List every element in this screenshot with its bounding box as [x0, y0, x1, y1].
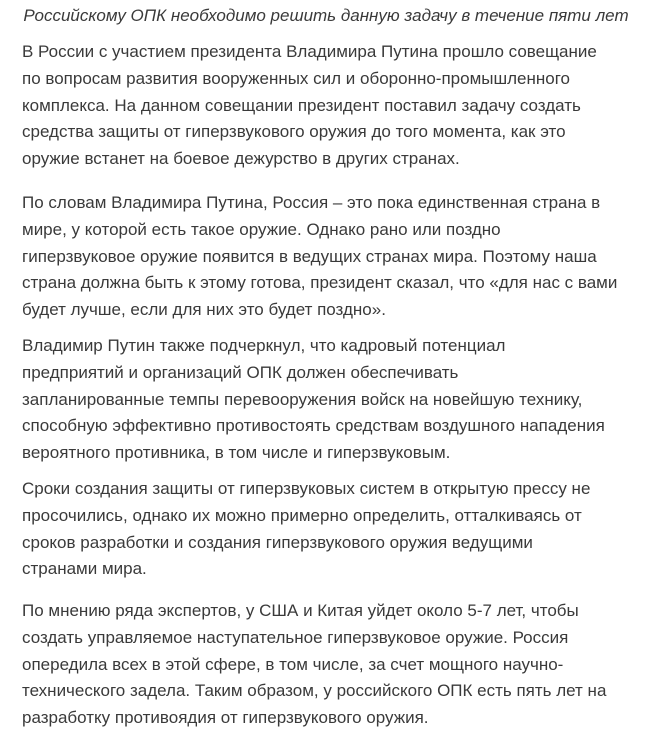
article-paragraph-4: [22, 476, 640, 583]
paragraph-line: по вопросам развития вооруженных сил и оборонно-промышленного: [22, 68, 571, 88]
paragraph-line: странами мира.: [22, 559, 147, 579]
paragraph-line: разработку противоядия от гиперзвукового оружия.: [22, 708, 429, 728]
paragraph-line: сроков разработки и создания гиперзвукового оружия ведущими: [22, 532, 533, 552]
paragraph-line: оружие встанет на боевое дежурство в других странах.: [22, 149, 460, 169]
paragraph-line: способную эффективно противостоять средствам воздушного нападения: [22, 416, 605, 436]
paragraph-line: технического задела. Таким образом, у российского ОПК есть пять лет на: [22, 681, 607, 701]
paragraph-line: средства защиты от гиперзвукового оружия до того момента, как это: [22, 122, 566, 142]
paragraph-line: комплекса. На данном совещании президент поставил задачу создать: [22, 95, 581, 115]
paragraph-line: опередила всех в этой сфере, в том числе, за счет мощного научно-: [22, 654, 564, 674]
paragraph-line: просочились, однако их можно примерно определить, отталкиваясь от: [22, 505, 582, 525]
paragraph-line: Владимир Путин также подчеркнул, что кадровый потенциал: [22, 336, 506, 355]
paragraph-line: В России с участием президента Владимира Путина прошло совещание: [22, 42, 597, 61]
paragraph-line: По словам Владимира Путина, Россия – это пока единственная страна в: [22, 193, 601, 212]
article-paragraph-1: [22, 39, 640, 173]
paragraph-line: запланированные темпы перевооружения войск на новейшую технику,: [22, 389, 583, 409]
paragraph-line: мире, у которой есть такое оружие. Однако рано или поздно: [22, 219, 501, 239]
paragraph-line: создать управляемое наступательное гиперзвуковое оружие. Россия: [22, 627, 569, 647]
paragraph-line: Сроки создания защиты от гиперзвуковых систем в открытую прессу не: [22, 479, 591, 498]
article-paragraph-2: [22, 190, 640, 324]
article-subtitle: Российскому ОПК необходимо решить данную задачу в течение пяти лет: [23, 6, 629, 25]
article-paragraph-5: [22, 598, 640, 732]
article-paragraph-3: [22, 333, 640, 467]
paragraph-line: предприятий и организаций ОПК должен обеспечивать: [22, 362, 459, 382]
paragraph-line: будет лучше, если для них это будет поздно».: [22, 300, 386, 320]
paragraph-line: страна должна быть к этому готова, президент сказал, что «для нас с вами: [22, 273, 618, 293]
paragraph-line: вероятного противника, в том числе и гиперзвуковым.: [22, 443, 451, 463]
paragraph-line: По мнению ряда экспертов, у США и Китая уйдет около 5-7 лет, чтобы: [22, 601, 579, 620]
paragraph-line: гиперзвуковое оружие появится в ведущих странах мира. Поэтому наша: [22, 246, 597, 266]
